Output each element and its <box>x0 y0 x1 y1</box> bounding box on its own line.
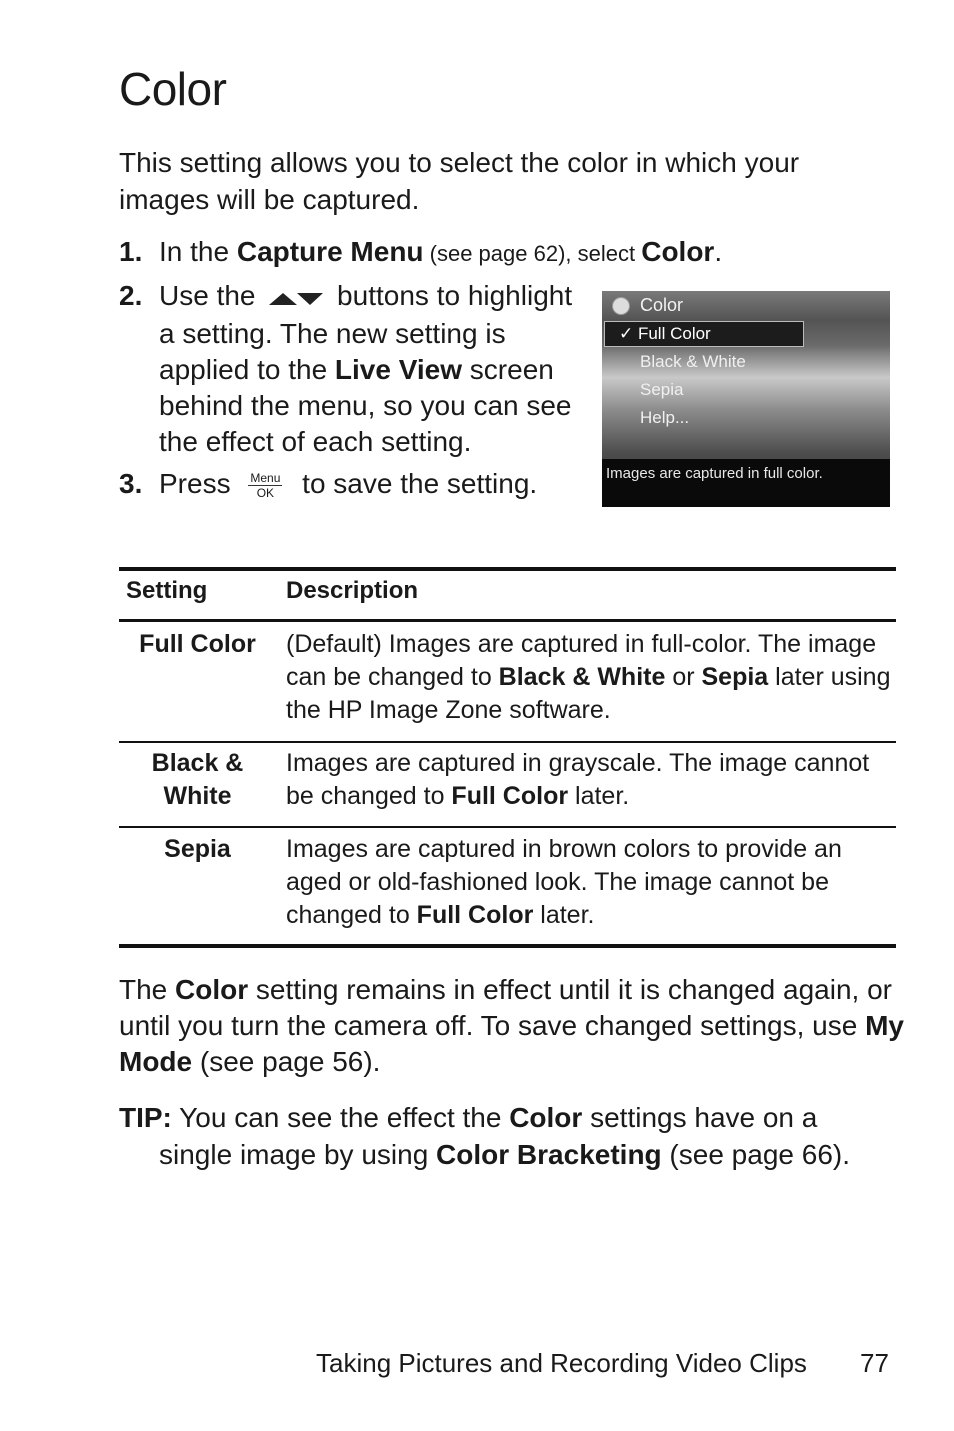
step-text-part: to save the setting. <box>294 468 538 499</box>
color-term: Color <box>175 974 249 1005</box>
step-number: 2. <box>119 280 143 311</box>
color-setting-paragraph <box>119 972 909 1080</box>
desc-text: Images are captured in grayscale. The image cannot be changed to <box>286 749 870 810</box>
camera-menu-title: Color <box>640 295 684 315</box>
table-row-setting-full-color: Full Color <box>139 630 256 658</box>
table-header-setting: Setting <box>126 577 208 604</box>
tip-text: single image by using <box>159 1139 437 1170</box>
setting-label-line: White <box>163 782 232 810</box>
step-text-part: buttons to highlight a setting. The new setting is applied to the <box>159 280 573 385</box>
camera-menu-item-full-color: ✓ Full Color <box>604 321 804 347</box>
desc-bold-term: Full Color <box>416 901 534 929</box>
intro-paragraph: This setting allows you to select the color in which your images will be captured. <box>119 147 800 215</box>
step-text-part: (see page 62), select <box>423 241 642 266</box>
ok-label: OK <box>256 486 275 501</box>
table-header-description: Description <box>286 577 419 604</box>
camera-menu-item-help: Help... <box>640 408 690 427</box>
footer-section-title: Taking Pictures and Recording Video Clips <box>316 1348 807 1378</box>
color-term: Color <box>641 236 715 267</box>
desc-text: or <box>665 663 702 691</box>
desc-text: later. <box>568 782 630 810</box>
camera-status-text: Images are captured in full color. <box>602 459 890 507</box>
tip-label: TIP: <box>119 1102 172 1133</box>
table-row-setting-black-white <box>119 747 276 813</box>
desc-text: later. <box>533 901 595 929</box>
desc-bold-term: Full Color <box>451 782 569 810</box>
step-text <box>159 278 579 460</box>
tip-text: settings have on a <box>582 1102 818 1133</box>
tip-text: (see page 66). <box>661 1139 850 1170</box>
tip-note <box>119 1099 909 1173</box>
setting-label-line: Black & <box>151 749 244 777</box>
camera-menu-item-sepia: Sepia <box>640 380 684 399</box>
para-text: The <box>119 974 176 1005</box>
up-down-arrows-icon <box>267 280 325 316</box>
tip-text: You can see the effect the <box>171 1102 510 1133</box>
step-text-part: In the <box>159 236 237 267</box>
camera-menu-header <box>602 291 890 319</box>
color-menu-icon <box>612 297 630 315</box>
table-row-setting-sepia: Sepia <box>164 835 231 863</box>
camera-color-menu-screenshot <box>602 291 890 507</box>
para-text: setting remains in effect until it is changed again, or until you turn the camera off. To save changed settings, use <box>119 974 892 1041</box>
desc-bold-term: Sepia <box>701 663 769 691</box>
desc-text: (Default) Images are captured in full-color. The image can be changed to <box>286 630 877 691</box>
tip-continuation <box>119 1136 909 1173</box>
menu-label: Menu <box>250 471 281 486</box>
color-term: Color <box>509 1102 583 1133</box>
footer-page-number: 77 <box>860 1348 889 1378</box>
step-text-part: . <box>714 236 723 267</box>
page-title: Color <box>119 63 227 115</box>
table-row-description <box>286 747 891 813</box>
live-view-term: Live View <box>334 353 463 385</box>
step-text-part: Use the <box>159 280 264 311</box>
step-number: 1. <box>119 236 143 267</box>
camera-menu-item-black-white: Black & White <box>640 352 746 371</box>
capture-menu-term: Capture Menu <box>236 236 424 267</box>
step-text-part: Press <box>159 468 239 499</box>
step-number: 3. <box>119 468 143 499</box>
table-row-description <box>286 833 891 932</box>
desc-text: Images are captured in brown colors to provide an aged or old-fashioned look. The image cannot be changed to <box>286 835 842 929</box>
table-bottom-rule <box>119 944 896 948</box>
table-header-rule <box>119 619 896 622</box>
step-text <box>159 234 722 272</box>
desc-bold-term: Black & White <box>498 663 666 691</box>
table-row-divider <box>119 741 896 743</box>
step-text <box>159 466 537 502</box>
color-bracketing-term: Color Bracketing <box>436 1139 662 1170</box>
menu-ok-button-icon <box>248 472 282 499</box>
table-row-divider <box>119 826 896 828</box>
step-text-part: screen behind the menu, so you can see the effect of each setting. <box>159 353 572 457</box>
my-mode-term: My Mode <box>119 1010 904 1077</box>
table-top-rule <box>119 567 896 571</box>
table-row-description <box>286 628 891 727</box>
para-text: (see page 56). <box>192 1046 381 1077</box>
desc-text: later using the HP Image Zone software. <box>286 663 891 724</box>
